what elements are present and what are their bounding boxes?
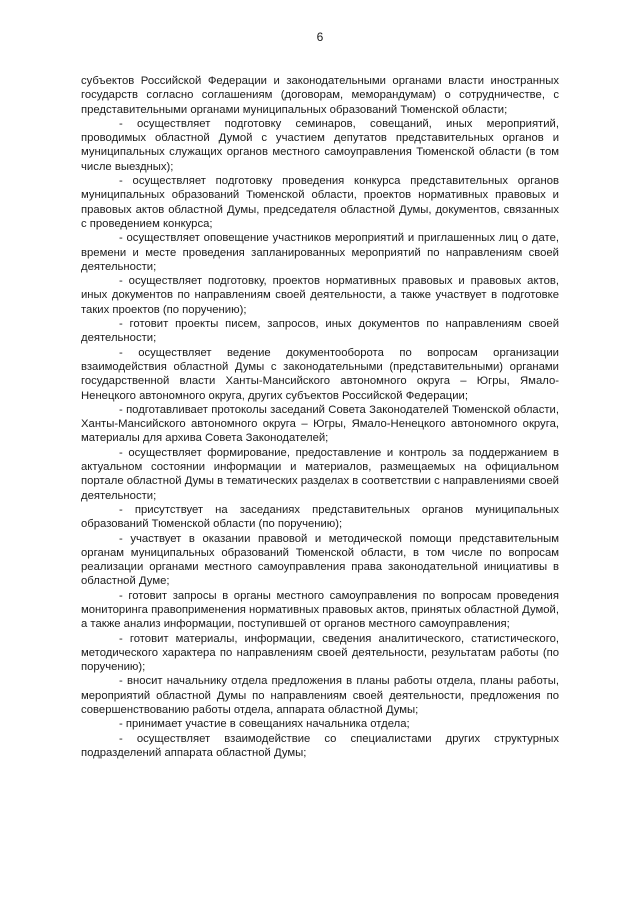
paragraph: - готовит материалы, информации, сведения аналитического, статистического, методического характера по направлениям своей деятельности, результатам работы (по поручению); (81, 632, 559, 674)
paragraph: - осуществляет подготовку, проектов нормативных правовых и правовых актов, иных документов по направлениям своей деятельности, а также участвует в подготовке таких проектов (по поручению); (81, 275, 559, 316)
paragraph: - осуществляет подготовку проведения конкурса представительных органов муниципальных образований Тюменской области, проектов нормативных правовых и правовых актов областной Думы, председателя областной Думы, документов, связанных с проведением конкурса; (81, 175, 559, 230)
paragraph: - подготавливает протоколы заседаний Совета Законодателей Тюменской области, Ханты-Мансийского автономного округа – Югры, Ямало-Ненецкого автономного округа, материалы для архива Совета Законодателей; (81, 403, 559, 445)
paragraph: - готовит запросы в органы местного самоуправления по вопросам проведения мониторинга правоприменения нормативных правовых актов, принятых областной Думой, а также анализ информации, поступившей от органов местного самоуправления; (81, 589, 559, 631)
paragraph: - присутствует на заседаниях представительных органов муниципальных образований Тюменской области (по поручению); (81, 503, 559, 531)
paragraph: - участвует в оказании правовой и методической помощи представительным органам муниципальных образований Тюменской области, в том числе по вопросам реализации органами местного самоуправления права законодательной инициативы в областной Думе; (81, 532, 559, 588)
paragraph: - принимает участие в совещаниях начальника отдела; (119, 718, 410, 731)
document-body (81, 74, 559, 760)
paragraph: - осуществляет ведение документооборота по вопросам организации взаимодействия областной Думы с законодательными (представительными) органами государственной власти Ханты-Мансийского автономного округа – Югры, Ямало-Ненецкого автономного округа, других субъектов Российской Федерации; (81, 346, 559, 402)
paragraph: - осуществляет подготовку семинаров, совещаний, иных мероприятий, проводимых областной Думой с участием депутатов представительных органов и муниципальных служащих органов местного самоуправления Тюменской области (в том числе выездных); (81, 117, 559, 173)
paragraph: - осуществляет формирование, предоставление и контроль за поддержанием в актуальном состоянии информации и материалов, размещаемых на официальном портале областной Думы в тематических разделах в соответствии с направлениями своей деятельности; (81, 446, 559, 502)
paragraph: - осуществляет оповещение участников мероприятий и приглашенных лиц о дате, времени и месте проведения запланированных мероприятий по направлениям своей деятельности; (81, 232, 559, 273)
paragraph: - вносит начальнику отдела предложения в планы работы отдела, планы работы, мероприятий областной Думы по направлениям своей деятельности, предложения по совершенствованию работы отдела, аппарата областной Думы; (81, 675, 559, 717)
paragraph: - осуществляет взаимодействие со специалистами других структурных подразделений аппарата областной Думы; (81, 732, 559, 759)
paragraph: субъектов Российской Федерации и законодательными органами власти иностранных государств согласно соглашениям (договорам, меморандумам) о сотрудничестве, с представительными органами муниципальных образований Тюменской области; (81, 75, 559, 116)
paragraph: - готовит проекты писем, запросов, иных документов по направлениям своей деятельности; (81, 318, 559, 345)
page-number: 6 (316, 30, 324, 44)
